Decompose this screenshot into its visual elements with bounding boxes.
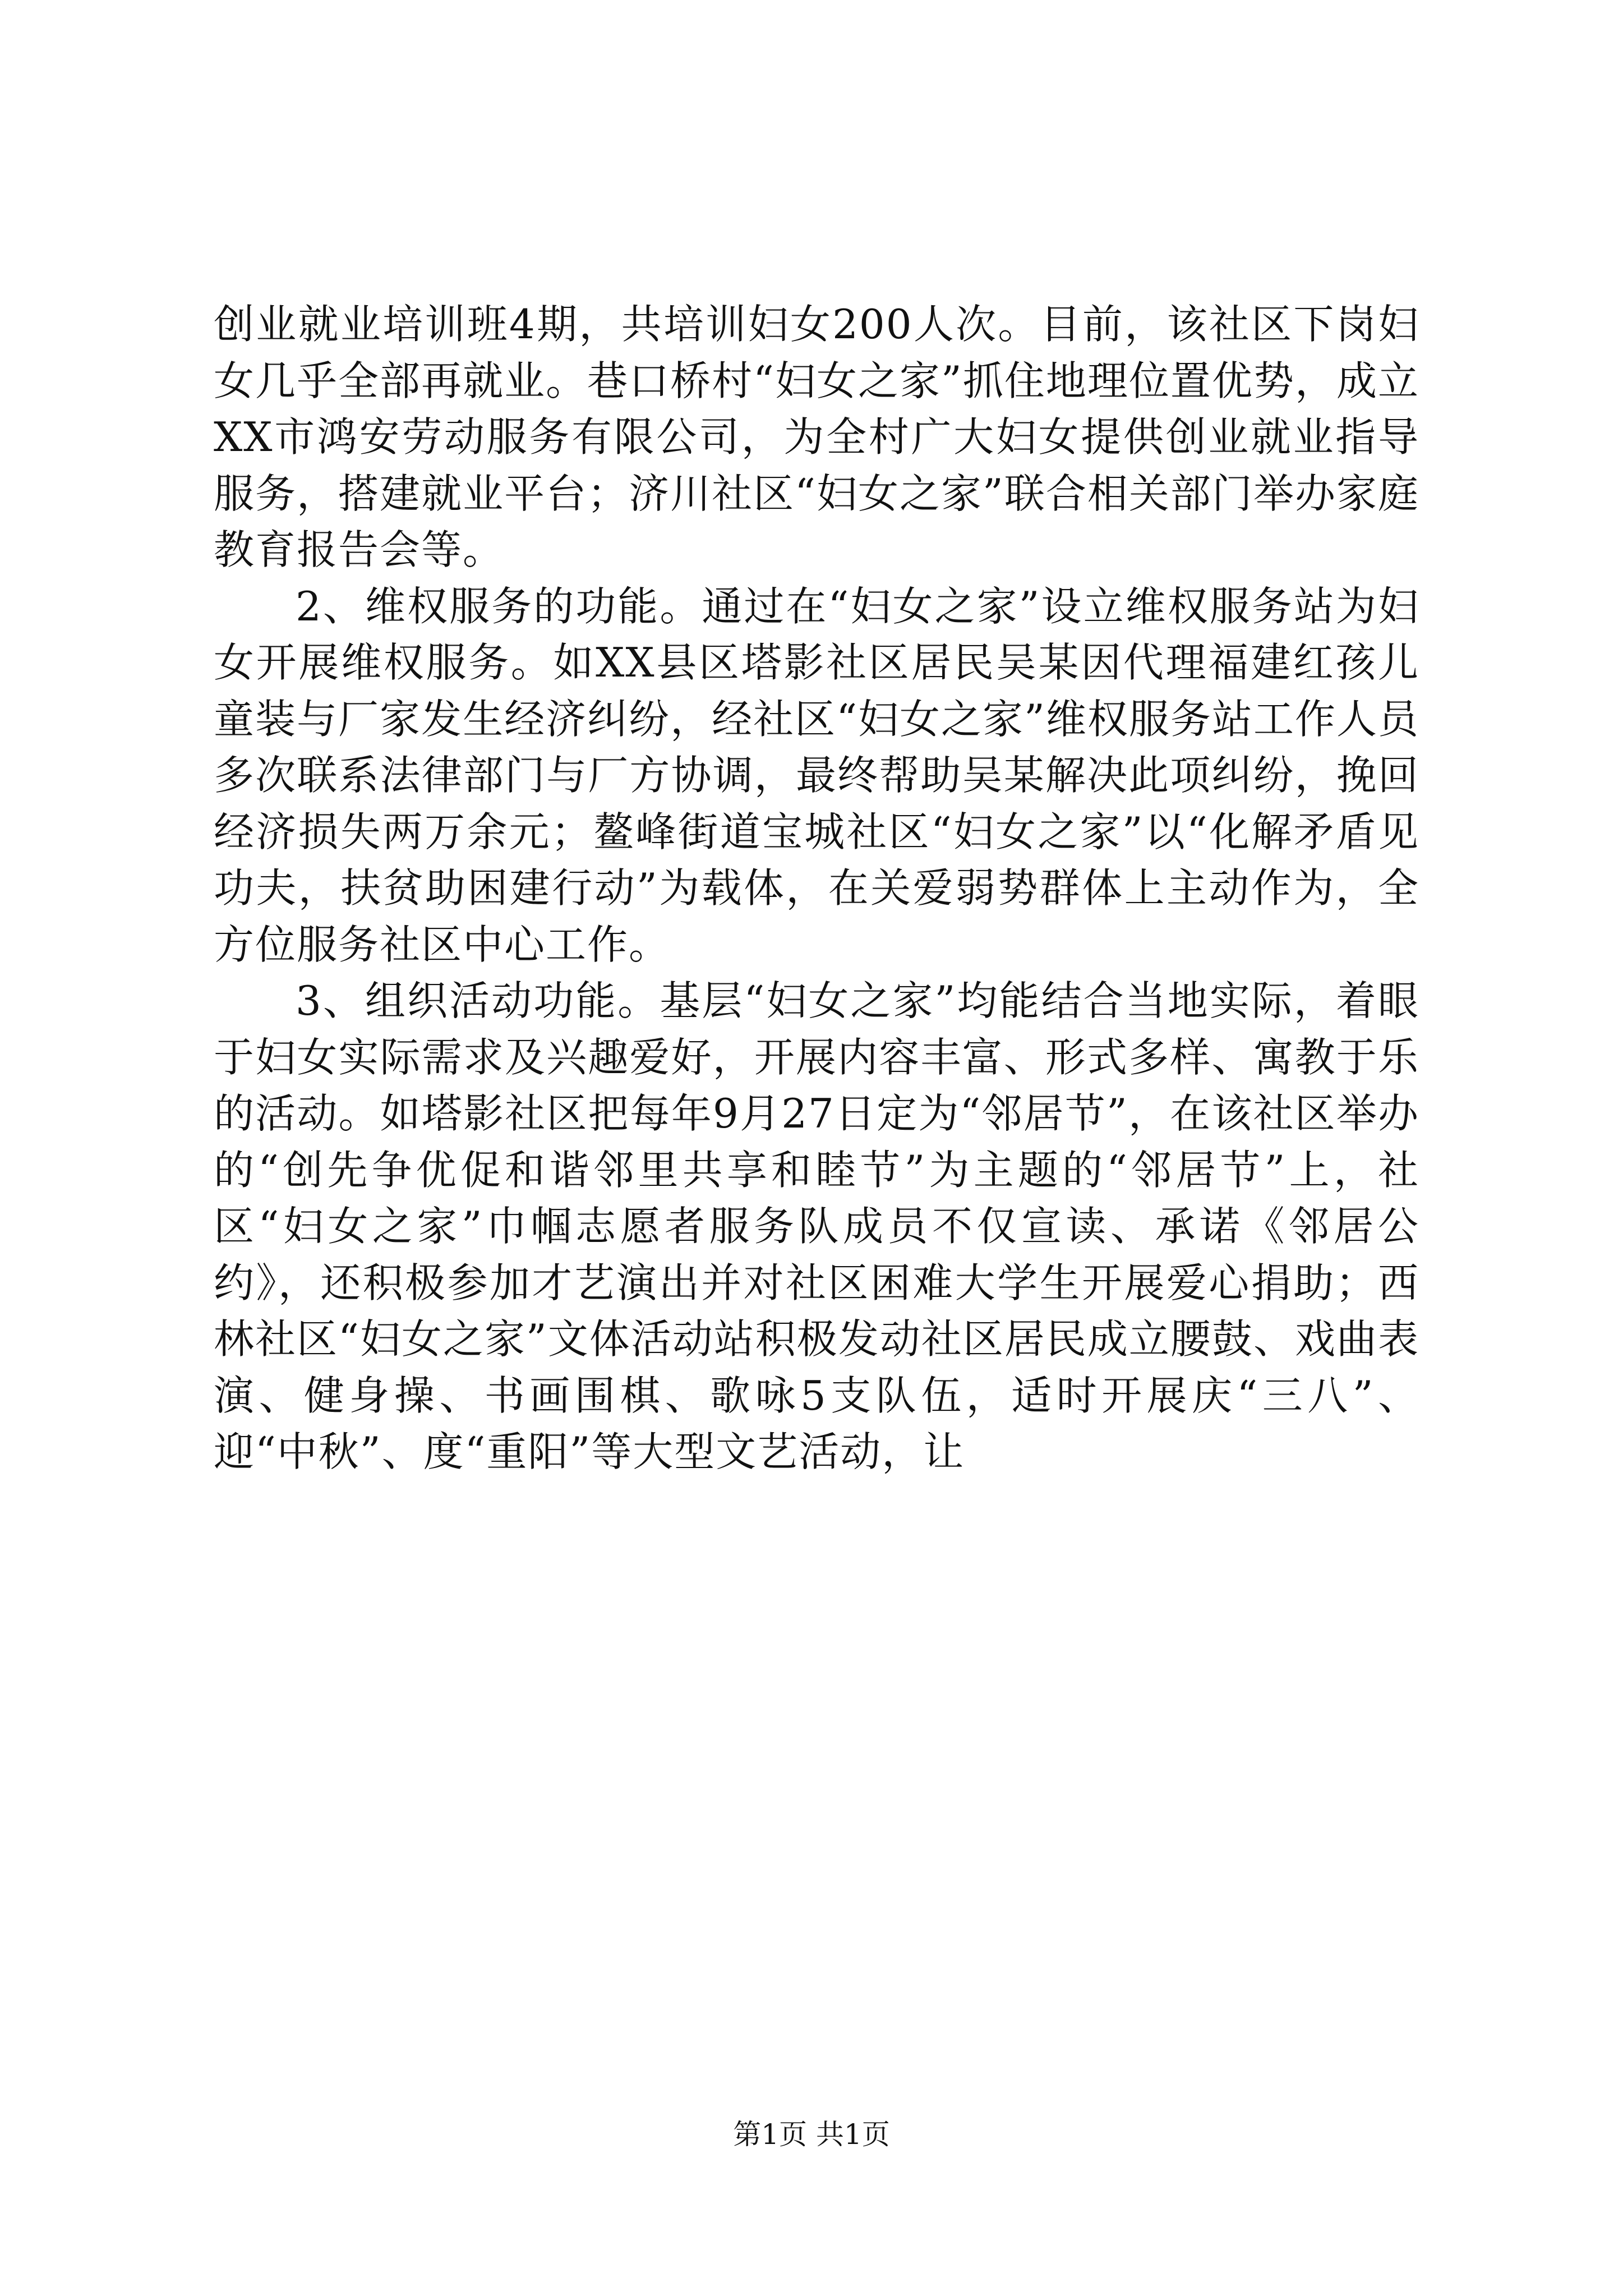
document-body	[214, 296, 1419, 1480]
paragraph-3: 3、组织活动功能。基层“妇女之家”均能结合当地实际，着眼于妇女实际需求及兴趣爱好，开展内容丰富、形式多样、寓教于乐的活动。如塔影社区把每年9月27日定为“邻居节”，在该社区举办的“创先争优促和谐邻里共享和睦节”为主题的“邻居节”上，社区“妇女之家”巾帼志愿者服务队成员不仅宣读、承诺《邻居公约》，还积极参加才艺演出并对社区困难大学生开展爱心捐助；西林社区“妇女之家”文体活动站积极发动社区居民成立腰鼓、戏曲表演、健身操、书画围棋、歌咏5支队伍，适时开展庆“三八”、迎“中秋”、度“重阳”等大型文艺活动，让	[214, 977, 1419, 1475]
paragraph-1: 创业就业培训班4期，共培训妇女200人次。目前，该社区下岗妇女几乎全部再就业。巷口桥村“妇女之家”抓住地理位置优势，成立XX市鸿安劳动服务有限公司，为全村广大妇女提供创业就业指导服务，搭建就业平台；济川社区“妇女之家”联合相关部门举办家庭教育报告会等。	[214, 301, 1419, 573]
paragraph-2: 2、维权服务的功能。通过在“妇女之家”设立维权服务站为妇女开展维权服务。如XX县区塔影社区居民吴某因代理福建红孩儿童装与厂家发生经济纠纷，经社区“妇女之家”维权服务站工作人员多次联系法律部门与厂方协调，最终帮助吴某解决此项纠纷，挽回经济损失两万余元；鳌峰街道宝城社区“妇女之家”以“化解矛盾见功夫，扶贫助困建行动”为载体，在关爱弱势群体上主动作为，全方位服务社区中心工作。	[214, 582, 1419, 968]
page-footer: 第1页 共1页	[733, 2118, 890, 2151]
